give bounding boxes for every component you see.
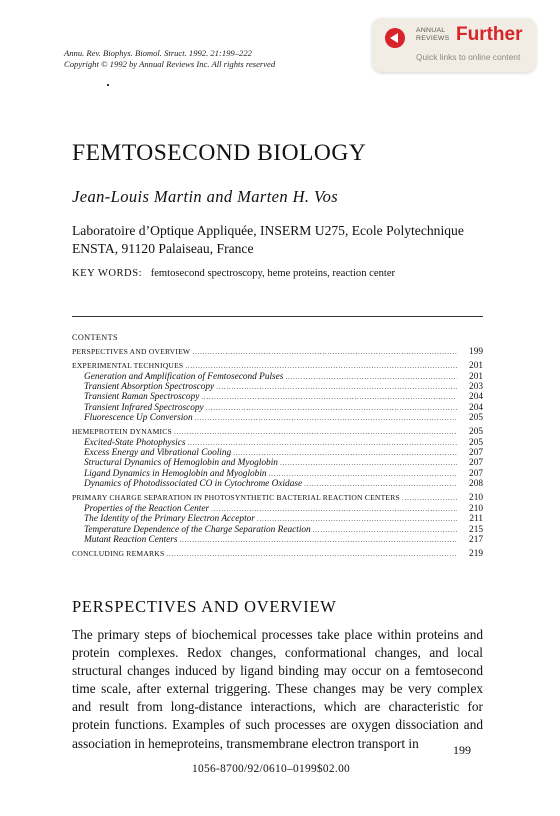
toc-entry [72,347,483,357]
toc-entry-page: 211 [469,514,483,525]
contents-divider [72,316,483,317]
citation-line-2: Copyright © 1992 by Annual Reviews Inc. All rights reserved [64,59,276,69]
toc-entry-page: 210 [469,503,483,514]
further-annual-reviews-banner[interactable] [372,18,536,72]
play-back-icon [385,28,405,48]
toc-entry-page: 208 [469,479,483,490]
toc-leader-dots [166,549,457,559]
toc-entry [72,514,483,524]
toc-entry-label: Transient Absorption Spectroscopy [84,382,215,393]
toc-entry [72,403,483,413]
toc-entry-label: Generation and Amplification of Femtosecond Pulses [84,371,284,382]
toc-entry [72,535,483,545]
journal-citation [64,48,275,70]
toc-leader-dots [285,372,457,382]
toc-entry [72,448,483,458]
toc-entry-label: Transient Raman Spectroscopy [84,392,200,403]
toc-leader-dots [280,458,457,468]
toc-entry [72,372,483,382]
further-label: Further [456,24,523,45]
toc-entry-page: 204 [469,392,483,403]
keywords-label: KEY WORDS: [72,268,143,279]
toc-entry [72,504,483,514]
keywords-text: femtosecond spectroscopy, heme proteins, reaction center [150,268,396,279]
toc-entry-label: Mutant Reaction Centers [84,534,178,545]
annual-reviews-logo-text: ANNUAL REVIEWS [416,27,450,42]
keywords [72,268,395,279]
toc-entry-page: 204 [469,402,483,413]
toc-entry-page: 205 [469,427,483,438]
toc-leader-dots [304,479,457,489]
page-number: 199 [453,743,471,757]
toc-leader-dots [402,493,457,503]
toc-leader-dots [187,438,457,448]
toc-leader-dots [195,413,457,423]
toc-entry [72,469,483,479]
affiliation-line-1: Laboratoire d’Optique Appliquée, INSERM U275, Ecole Polytechnique [72,223,464,238]
table-of-contents [72,347,483,560]
toc-leader-dots [192,347,457,357]
toc-entry [72,525,483,535]
toc-entry-page: 199 [469,347,483,357]
toc-entry-label: Fluorescence Up Conversion [84,413,193,424]
toc-entry-label: Structural Dynamics of Hemoglobin and Myoglobin [84,458,278,469]
toc-entry [72,458,483,468]
toc-entry-label: Dynamics of Photodissociated CO in Cytochrome Oxidase [84,479,303,490]
toc-entry-label: PERSPECTIVES AND OVERVIEW [72,347,191,356]
citation-line-1: Annu. Rev. Biophys. Biomol. Struct. 1992. 21:199–222 [64,48,252,58]
article-title: FEMTOSECOND BIOLOGY [72,140,367,166]
toc-entry-page: 207 [469,448,483,459]
toc-entry [72,382,483,392]
toc-entry [72,427,483,437]
toc-entry-page: 201 [469,371,483,382]
article-authors: Jean-Louis Martin and Marten H. Vos [72,187,339,206]
toc-leader-dots [269,469,457,479]
contents-heading: CONTENTS [72,333,118,342]
toc-entry-label: The Identity of the Primary Electron Acceptor [84,514,255,525]
toc-leader-dots [201,392,457,402]
stray-mark [107,84,109,86]
toc-leader-dots [211,504,457,514]
section-heading: PERSPECTIVES AND OVERVIEW [72,597,337,616]
toc-entry-label: Temperature Dependence of the Charge Separation Reaction [84,524,311,535]
toc-entry-page: 203 [469,382,483,393]
toc-entry-label: EXPERIMENTAL TECHNIQUES [72,361,184,371]
toc-entry-label: Properties of the Reaction Center [84,503,210,514]
toc-entry-page: 217 [469,534,483,545]
toc-leader-dots [216,382,457,392]
toc-leader-dots [313,525,457,535]
toc-entry-label: CONCLUDING REMARKS [72,549,165,559]
toc-entry-label: Transient Infrared Spectroscopy [84,402,204,413]
toc-entry-page: 215 [469,524,483,535]
toc-leader-dots [233,448,457,458]
toc-entry-label: PRIMARY CHARGE SEPARATION IN PHOTOSYNTHETIC BACTERIAL REACTION CENTERS [72,493,400,503]
toc-entry-page: 210 [469,493,483,504]
banner-tagline: Quick links to online content [416,52,521,62]
toc-entry-page: 205 [469,437,483,448]
toc-entry [72,479,483,489]
toc-entry [72,361,483,371]
toc-entry-label: Excess Energy and Vibrational Cooling [84,448,232,459]
toc-entry [72,392,483,402]
issn-code: 1056-8700/92/0610–0199$02.00 [192,763,351,775]
toc-entry-page: 207 [469,458,483,469]
toc-entry-label: HEMEPROTEIN DYNAMICS [72,427,172,437]
toc-leader-dots [174,427,457,437]
body-paragraph: The primary steps of biochemical processes take place within proteins and protein complexes. Redox changes, conformational changes, and local structural changes induced by ligand binding may occur on a femtosecond time scale, after external triggering. These changes may be very complex and result from long-distance interactions, which are characteristic for protein functions. Examples of such processes are oxygen dissociation and association in hemeproteins, transmembrane electron transport in [72,627,483,751]
toc-entry-label: Ligand Dynamics in Hemoglobin and Myoglobin [84,468,267,479]
toc-entry [72,493,483,503]
toc-entry-page: 205 [469,413,483,424]
toc-leader-dots [185,361,457,371]
toc-leader-dots [257,514,457,524]
toc-entry [72,549,483,559]
toc-entry [72,438,483,448]
toc-entry-label: Excited-State Photophysics [84,437,186,448]
toc-entry-page: 201 [469,361,483,372]
toc-entry [72,413,483,423]
toc-leader-dots [206,403,457,413]
toc-leader-dots [179,535,457,545]
toc-entry-page: 207 [469,468,483,479]
toc-entry-page: 219 [469,549,483,560]
author-affiliation [72,222,464,258]
affiliation-line-2: ENSTA, 91120 Palaiseau, France [72,241,254,256]
